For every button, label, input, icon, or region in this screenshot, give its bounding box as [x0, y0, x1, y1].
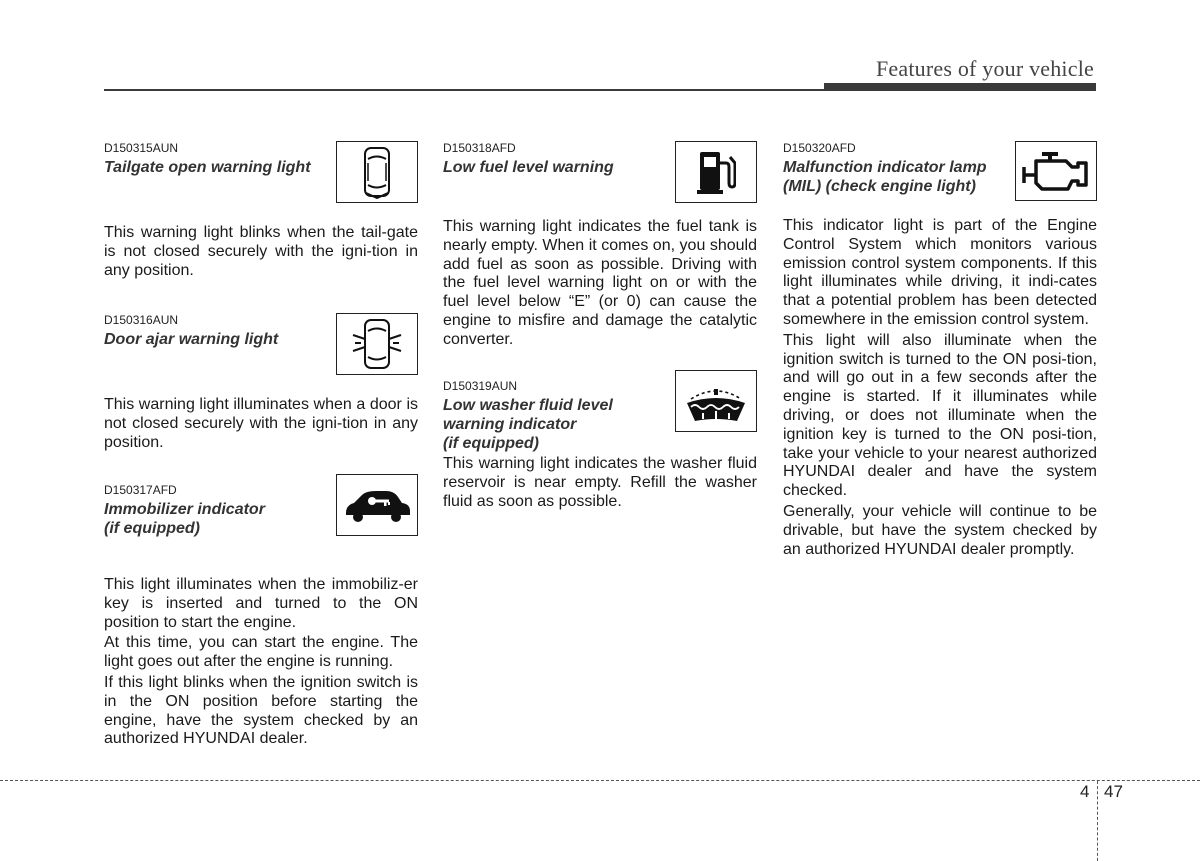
section-heading-sub: (if equipped): [443, 435, 539, 452]
section-low-washer-fluid: [443, 376, 757, 511]
column-1: [104, 138, 418, 749]
column-2: [443, 138, 757, 511]
section-paragraph: This indicator light is part of the Engine Control System which monitors various emission control system components. If this light illuminates while driving, it indi-cates that a potential problem has been detected somewhere in the emission control system.: [783, 217, 1097, 328]
section-code: D150316AUN: [104, 313, 179, 327]
header-rule: [104, 89, 826, 91]
washer-fluid-icon: [675, 370, 757, 432]
check-engine-icon: [1015, 141, 1097, 201]
section-code: D150319AUN: [443, 379, 518, 393]
header-rule-accent: [824, 83, 1096, 91]
section-heading-sub: (if equipped): [104, 520, 200, 537]
page-chapter-number: 4: [1080, 782, 1090, 801]
section-paragraph: This warning light blinks when the tail-gate is not closed securely with the igni-tion in any position.: [104, 224, 418, 279]
section-paragraph: This warning light illuminates when a door is not closed securely with the igni-tion in any position.: [104, 396, 418, 451]
door-ajar-car-icon: [336, 313, 418, 375]
section-paragraph: At this time, you can start the engine. The light goes out after the engine is running.: [104, 634, 418, 671]
section-heading: Malfunction indicator lamp: [783, 159, 987, 176]
section-paragraph: This warning light indicates the fuel tank is nearly empty. When it comes on, you should add fuel as soon as possible. Driving with the fuel level warning light on or with the fuel level below “E” (or 0) can cause the engine to misfire and damage the catalytic converter.: [443, 218, 757, 348]
section-heading: Door ajar warning light: [104, 331, 279, 348]
section-door-ajar: [104, 310, 418, 480]
immobilizer-car-key-icon: [336, 474, 418, 536]
section-malfunction-indicator: [783, 138, 1097, 559]
section-tailgate-open: [104, 138, 418, 302]
tailgate-open-car-icon: [336, 141, 418, 203]
section-paragraph: If this light blinks when the ignition switch is in the ON position before starting the engine, have the system checked by an authorized HYUNDAI dealer.: [104, 673, 418, 748]
section-code: D150320AFD: [783, 141, 856, 155]
section-paragraph: Generally, your vehicle will continue to be drivable, but have the system checked by an authorized HYUNDAI dealer promptly.: [783, 502, 1097, 558]
section-heading: Tailgate open warning light: [104, 159, 311, 176]
footer-rule: [0, 780, 1200, 781]
section-paragraph: This warning light indicates the washer fluid reservoir is near empty. Refill the washer fluid as soon as possible.: [443, 455, 757, 510]
section-immobilizer: [104, 480, 418, 749]
section-code: D150318AFD: [443, 141, 516, 155]
section-low-fuel: [443, 138, 757, 376]
section-code: D150315AUN: [104, 141, 179, 155]
section-code: D150317AFD: [104, 483, 177, 497]
section-heading-sub: warning indicator: [443, 416, 577, 433]
fuel-pump-icon: [675, 141, 757, 203]
footer-divider: [1097, 781, 1098, 861]
section-paragraph: This light illuminates when the immobiliz-er key is inserted and turned to the ON position to start the engine.: [104, 576, 418, 631]
page-number: 47: [1104, 782, 1123, 801]
page-header-title: Features of your vehicle: [875, 56, 1094, 81]
section-heading: Low washer fluid level: [443, 397, 613, 414]
section-paragraph: This light will also illuminate when the ignition switch is turned to the ON posi-tion, and will go out in a few seconds after the engine is started. If it illuminates while driving, or does not illuminate when the ignition key is turned to the ON posi-tion, take your vehicle to your nearest authorized HYUNDAI dealer and have the system checked.: [783, 331, 1097, 500]
section-heading: Immobilizer indicator: [104, 501, 265, 518]
column-3: [783, 138, 1097, 559]
section-heading-sub: (MIL) (check engine light): [783, 178, 976, 195]
section-heading: Low fuel level warning: [443, 159, 614, 176]
